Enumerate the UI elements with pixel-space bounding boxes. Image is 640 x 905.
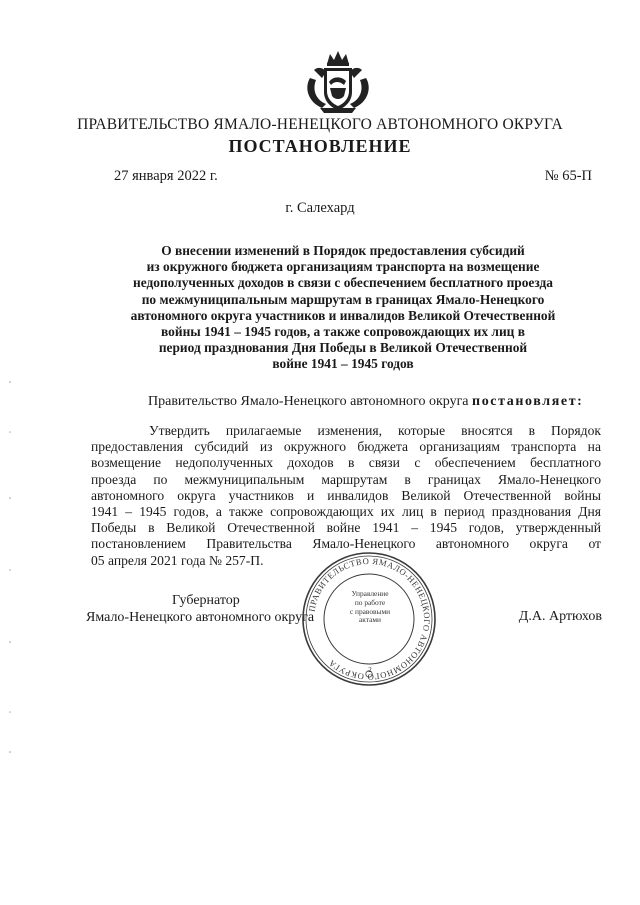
stamp-line: с правовыми	[349, 606, 391, 616]
government-name: ПРАВИТЕЛЬСТВО ЯМАЛО-НЕНЕЦКОГО АВТОНОМНОГО ОКРУГА	[77, 116, 563, 133]
resolution-body	[91, 423, 601, 569]
stamp-number: 2	[368, 666, 372, 674]
body-line: автономного округа участников и инвалидов Великой Отечественной войны	[91, 487, 601, 503]
title-line: войны 1941 – 1945 годов, а также сопровождающих их лиц в	[161, 324, 525, 340]
stamp-line: Управление	[351, 589, 389, 598]
document-number: № 65-П	[544, 168, 592, 184]
stamp-line: актами	[358, 615, 381, 625]
stamp-line: по работе	[354, 597, 386, 607]
body-line: 05 апреля 2021 года № 257-П.	[91, 552, 264, 568]
coat-of-arms-icon	[300, 48, 376, 114]
document-city: г. Салехард	[285, 200, 355, 216]
preamble-text: Правительство Ямало-Ненецкого автономного округа	[148, 394, 473, 409]
scan-margin-marks	[8, 380, 12, 760]
title-line: недополученных доходов в связи с обеспечением бесплатного проезда	[133, 275, 553, 291]
document-title	[110, 243, 576, 373]
document-date: 27 января 2022 г.	[114, 168, 218, 184]
body-line: возмещение недополученных доходов в связи с обеспечением бесплатного	[91, 455, 601, 471]
body-line: постановлением Правительства Ямало-Ненецкого автономного округа от	[91, 536, 601, 552]
signatory-name: Д.А. Артюхов	[518, 609, 602, 624]
preamble-verb: постановляет:	[472, 394, 584, 409]
signatory-region: Ямало-Ненецкого автономного округа	[86, 609, 315, 625]
stamp-inner-text	[340, 590, 400, 625]
body-line: Утвердить прилагаемые изменения, которые вносятся в Порядок	[149, 423, 601, 438]
title-line: автономного округа участников и инвалидов Великой Отечественной	[130, 307, 556, 323]
title-line: войне 1941 – 1945 годов	[272, 356, 414, 372]
title-line: по межмуниципальным маршрутам в границах Ямало-Ненецкого	[141, 291, 545, 307]
document-type: ПОСТАНОВЛЕНИЕ	[228, 136, 412, 156]
stamp-outer-text: ПРАВИТЕЛЬСТВО ЯМАЛО-НЕНЕЦКОГО АВТОНОМНОГО ОКРУГА	[306, 555, 433, 683]
title-line: из окружного бюджета организациям транспорта на возмещение	[146, 259, 540, 275]
title-line: О внесении изменений в Порядок предоставления субсидий	[161, 243, 525, 258]
body-line: Победы в Великой Отечественной войне 1941 – 1945 годов, утвержденный	[91, 520, 601, 536]
signatory-title: Губернатор	[172, 593, 240, 608]
body-line: предоставления субсидий из окружного бюджета организациям транспорта на	[91, 439, 601, 455]
preamble	[148, 394, 583, 410]
body-line: проезда по межмуниципальным маршрутам в границах Ямало-Ненецкого	[91, 471, 601, 487]
title-line: период празднования Дня Победы в Великой Отечественной	[158, 340, 528, 356]
body-line: 1941 – 1945 годов, а также сопровождающих их лиц в период празднования Дня	[91, 504, 601, 520]
